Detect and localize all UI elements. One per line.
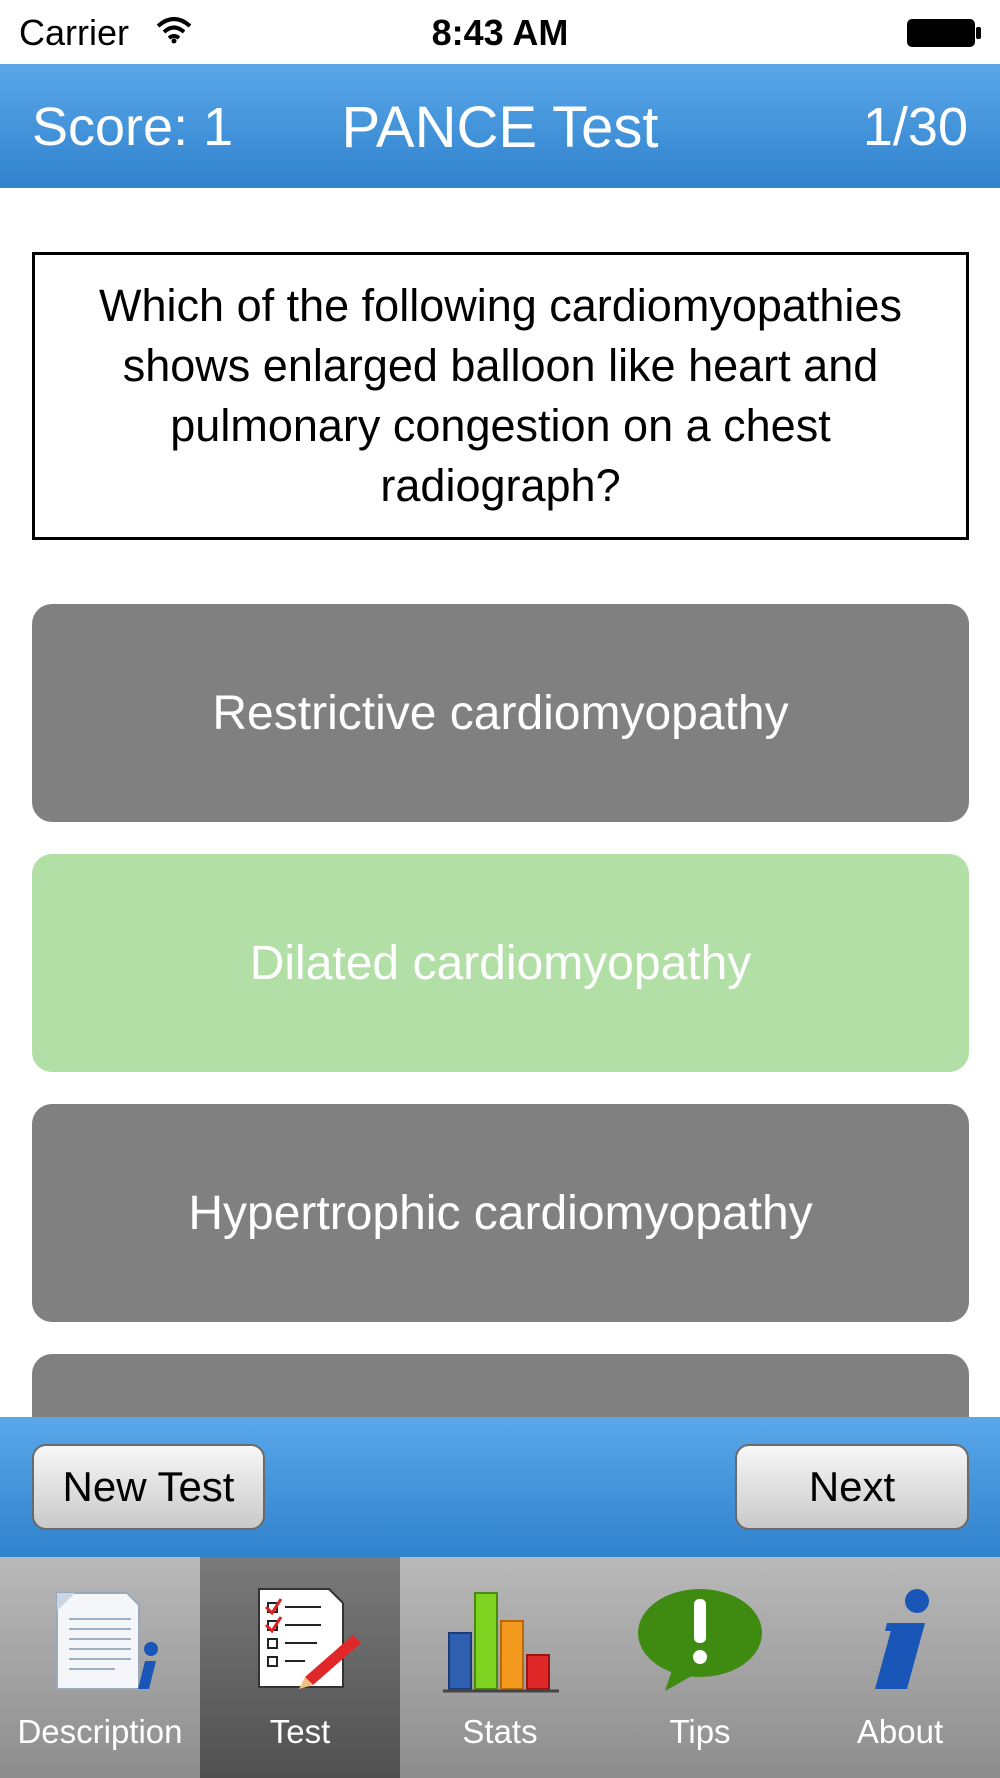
battery-icon [906, 18, 982, 48]
question-content[interactable] [0, 188, 1000, 1417]
page-title: PANCE Test [341, 95, 659, 160]
tab-description[interactable] [0, 1557, 200, 1778]
tab-stats[interactable] [400, 1557, 600, 1778]
next-button[interactable]: Next [735, 1444, 969, 1530]
score-label: Score: 1 [32, 97, 234, 157]
description-icon [35, 1585, 165, 1695]
answer-button-2[interactable] [32, 854, 969, 1072]
tab-about[interactable] [800, 1557, 1000, 1778]
answer-button-3[interactable] [32, 1104, 969, 1322]
action-bar [0, 1417, 1000, 1557]
header-bar [0, 64, 1000, 188]
tab-tips[interactable] [600, 1557, 800, 1778]
answer-label: Hypertrophic cardiomyopathy [188, 1186, 813, 1240]
answer-button-1[interactable] [32, 604, 969, 822]
tab-label: Stats [462, 1713, 538, 1750]
carrier-label: Carrier [19, 12, 130, 53]
stats-chart-icon [435, 1585, 565, 1695]
tab-label: About [856, 1713, 944, 1750]
answer-label: Dilated cardiomyopathy [249, 936, 752, 990]
question-counter: 1/30 [862, 97, 968, 157]
tips-speech-bubble-icon [635, 1585, 765, 1695]
status-bar [0, 0, 1000, 64]
about-info-icon [835, 1585, 965, 1695]
tab-label: Description [17, 1713, 183, 1750]
question-box [32, 252, 969, 540]
tab-label: Test [269, 1713, 331, 1750]
answer-label: Restrictive cardiomyopathy [212, 686, 789, 740]
question-text: Which of the following cardiomyopathies shows enlarged balloon like heart and pulmonary congestion on a chest radiograph? [99, 280, 902, 511]
new-test-button[interactable]: New Test [32, 1444, 265, 1530]
tab-bar [0, 1557, 1000, 1778]
tab-label: Tips [669, 1713, 731, 1750]
tab-test[interactable] [200, 1557, 400, 1778]
clock: 8:43 AM [431, 12, 569, 53]
test-checklist-icon [235, 1585, 365, 1695]
